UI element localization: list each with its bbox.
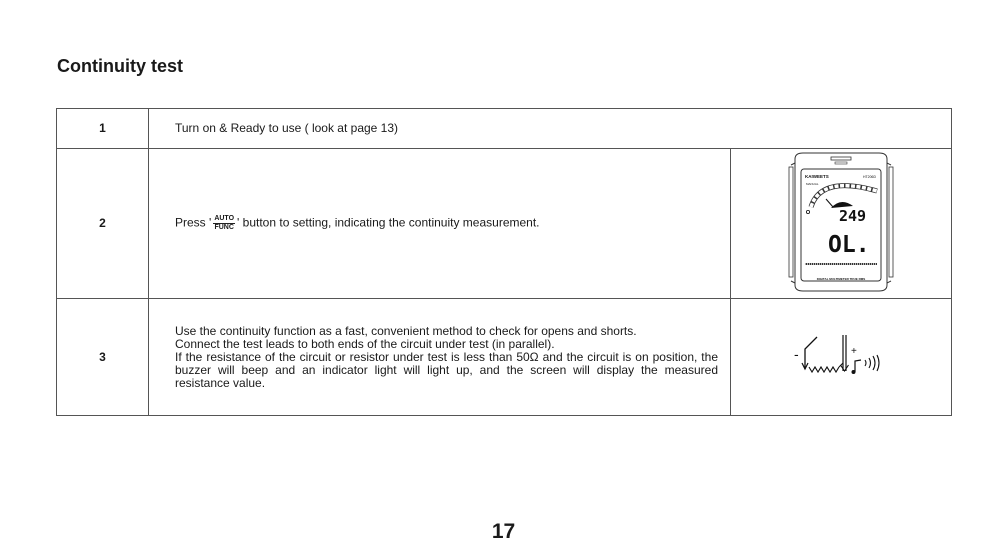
func-label: FUNC [214,224,234,231]
step-text-line: If the resistance of the circuit or resistor under test is less than 50Ω and the circuit is on position, the buzzer will beep and an indicator light will light up, and the screen will display the measured resistance value. [175,349,718,390]
step-text-after: ' button to setting, indicating the continuity measurement. [237,215,540,230]
step-number: 1 [57,109,149,149]
device-reading-small: 249 [839,207,867,225]
step-text [149,149,731,299]
continuity-symbol-icon [791,331,891,381]
step-number: 3 [57,299,149,416]
device-model: HT206D [863,175,877,179]
step-number: 2 [57,149,149,299]
table-row [57,109,952,149]
minus-sign: - [794,345,799,362]
multimeter-illustration [781,151,901,293]
table-row [57,299,952,416]
step-text-line: Connect the test leads to both ends of the circuit under test (in parallel). [175,336,555,351]
device-footer: DIGITAL MULTIMETER TRUE RMS [816,277,866,281]
continuity-symbol-cell [731,299,952,416]
steps-table [56,108,952,416]
step-text [149,299,731,416]
step-text-line: Use the continuity function as a fast, convenient method to check for opens and shorts. [175,323,637,338]
device-mode: MANUAL [806,182,819,186]
auto-label: AUTO [214,215,235,222]
plus-sign: + [851,345,857,357]
multimeter-image-cell [731,149,952,299]
step-text-before: Press ' [175,215,212,230]
step-text: Turn on & Ready to use ( look at page 13) [149,109,952,149]
auto-func-button-label [213,215,235,232]
device-reading-main: OL. [828,232,870,258]
page-title: Continuity test [57,56,183,76]
device-brand: KAIWEETS [805,174,829,179]
table-row [57,149,952,299]
page-number: 17 [491,520,516,543]
